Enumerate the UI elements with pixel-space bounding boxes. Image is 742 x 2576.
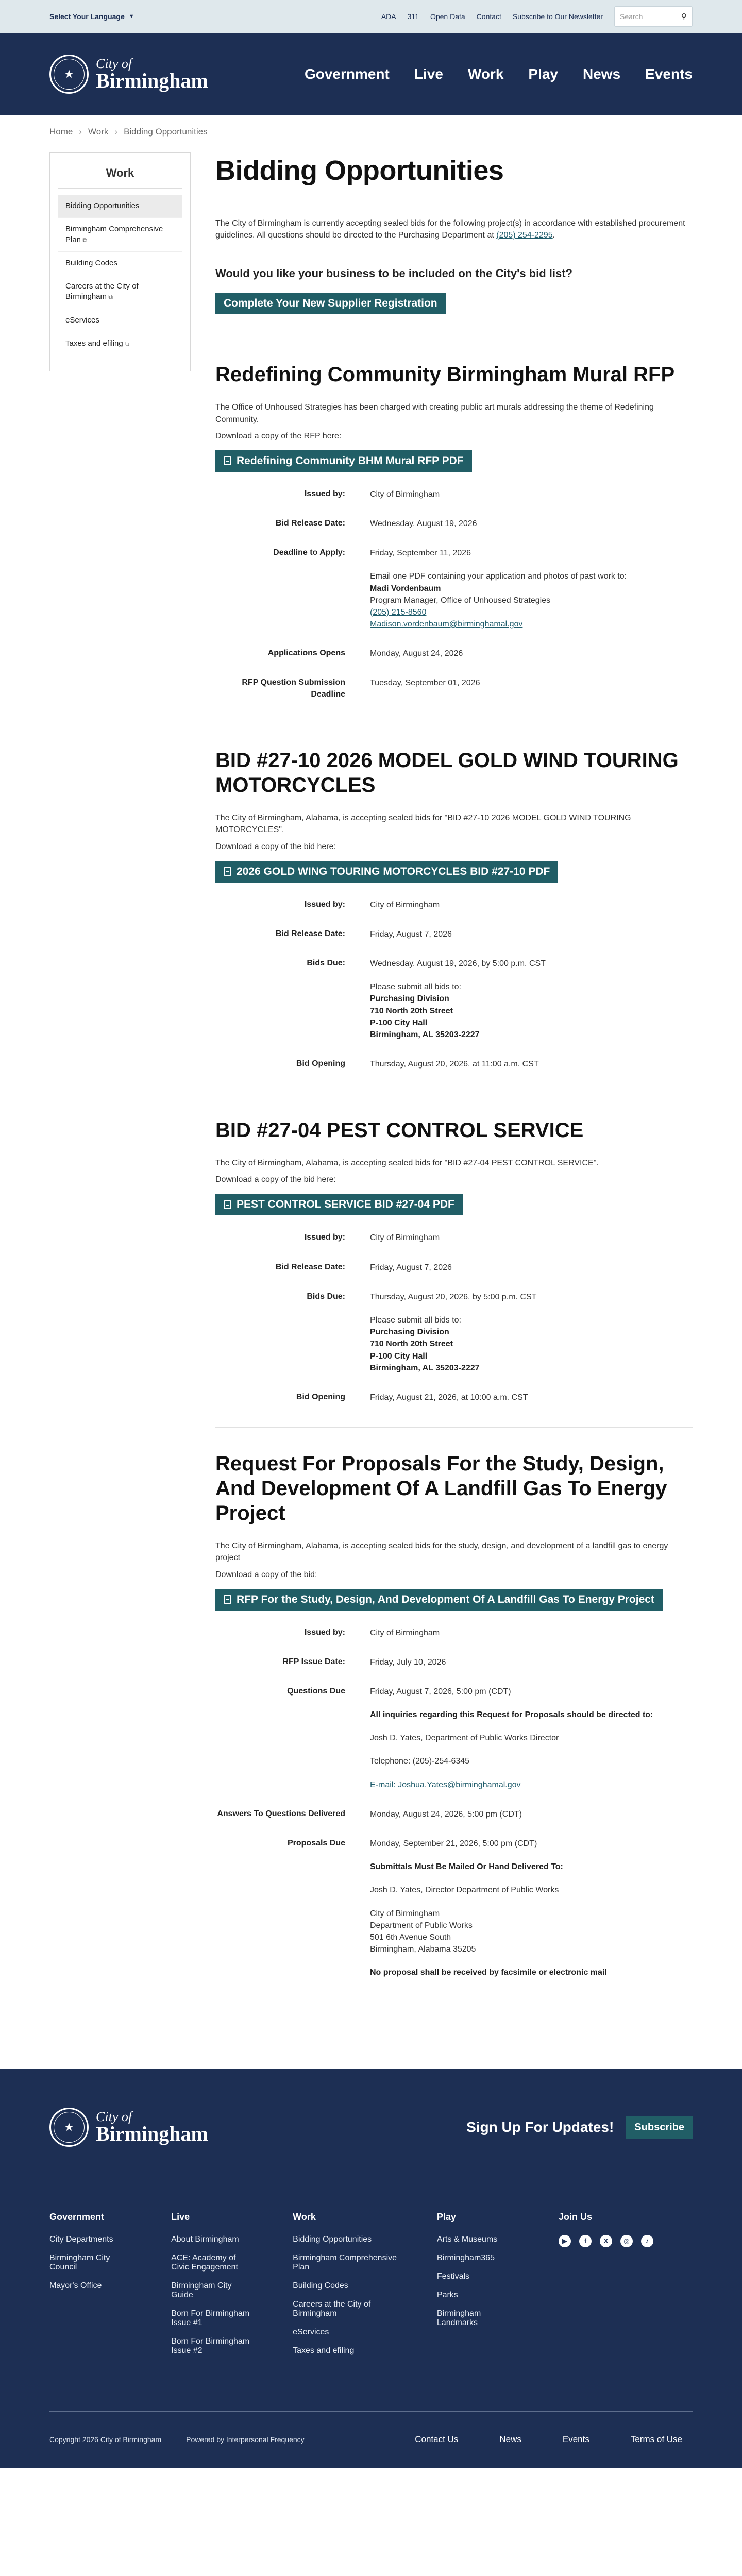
footer-link[interactable]: Arts & Museums [436,2234,498,2244]
detail-row [215,899,693,911]
detail-line: Department of Public Works [370,1921,473,1930]
detail-label: Issued by: [304,489,345,498]
purchasing-phone-link[interactable]: (205) 254-2295 [496,231,553,240]
download-label: Download a copy of the RFP here: [215,431,342,440]
detail-line-bold: No proposal shall be received by facsimile or electronic mail [370,1968,607,1977]
bid-title: Request For Proposals For the Study, Design, And Development Of A Landfill Gas To Energy Project [215,1452,667,1525]
detail-line: Monday, August 24, 2026, 5:00 pm (CDT) [370,1809,522,1819]
detail-label: RFP Issue Date: [282,1657,345,1666]
download-label: Download a copy of the bid here: [215,842,336,851]
bid-section [215,362,693,700]
detail-row [215,1291,693,1374]
tiktok-icon[interactable]: ♪ [641,2235,653,2247]
detail-row [215,1808,693,1820]
detail-line: Josh D. Yates, Department of Public Works Director [370,1734,559,1743]
detail-line-bold: Madi Vordenbaum [370,584,441,593]
bid-description: The Office of Unhoused Strategies has been charged with creating public art murals addressing the theme of Redefining Community. [215,403,654,424]
chevron-down-icon: ▼ [128,13,134,20]
detail-line-bold: Purchasing Division [370,994,449,1004]
detail-row [215,677,693,700]
bid-description: The City of Birmingham, Alabama, is accepting sealed bids for "BID #27-10 2026 MODEL GOLD WIND TOURING MOTORCYCLES". [215,814,631,835]
detail-line: Please submit all bids to: [370,1316,461,1325]
bid-title: BID #27-10 2026 MODEL GOLD WIND TOURING MOTORCYCLES [215,749,679,797]
detail-label: Bid Release Date: [275,1262,345,1272]
footer-link-contact[interactable]: Contact Us [415,2434,459,2445]
download-label: Download a copy of the bid here: [215,1175,336,1184]
copyright-text: Copyright 2026 City of Birmingham [49,2435,162,2444]
detail-link[interactable]: Madison.vordenbaum@birminghamal.gov [370,620,523,629]
bid-section [215,1451,693,1978]
detail-row [215,1838,693,1979]
detail-line: Telephone: (205)-254-6345 [370,1757,470,1766]
detail-line: Program Manager, Office of Unhoused Strategies [370,596,551,605]
detail-line: Friday, August 7, 2026 [370,929,452,939]
detail-value [370,1058,693,1070]
footer-link[interactable]: ACE: Academy of Civic Engagement [171,2253,238,2272]
sidebar-item-eservices[interactable] [58,309,182,332]
external-link-icon: ⧉ [123,340,129,347]
detail-label: Applications Opens [267,649,345,658]
footer-link[interactable]: Born For Birmingham Issue #2 [171,2336,250,2355]
detail-row [215,1262,693,1274]
sidebar-item-taxes-and-efiling[interactable] [58,332,182,355]
sidebar-item-careers-at-the-city-of-birmingham[interactable] [58,275,182,309]
footer-link[interactable]: eServices [293,2327,329,2336]
document-icon [224,867,231,876]
detail-line-bold: 710 North 20th Street [370,1006,453,1015]
footer-link[interactable]: City Departments [49,2234,113,2244]
bid-title: Redefining Community Birmingham Mural RFP [215,363,675,386]
bid-pdf-label: PEST CONTROL SERVICE BID #27-04 PDF [237,1198,454,1211]
detail-line-bold: P-100 City Hall [370,1018,428,1027]
detail-value [370,1838,693,1979]
detail-label: Questions Due [287,1686,345,1696]
detail-row [215,488,693,500]
footer-link[interactable]: Birmingham365 [436,2253,495,2262]
footer-link[interactable]: Birmingham Comprehensive Plan [293,2253,397,2272]
detail-line: Wednesday, August 19, 2026 [370,519,477,528]
detail-value [370,928,693,940]
detail-line-bold: All inquiries regarding this Request for Proposals should be directed to: [370,1710,653,1720]
detail-row [215,1686,693,1791]
footer-link[interactable]: Building Codes [293,2281,348,2290]
utility-link-contact[interactable]: Contact [476,12,501,21]
detail-line: Friday, July 10, 2026 [370,1657,446,1667]
detail-line: City of Birmingham [370,1909,440,1918]
nav-government[interactable]: Government [304,66,390,82]
footer-column-join-us [559,2212,653,2365]
detail-value [370,1232,693,1244]
detail-label: Bid Release Date: [275,929,345,938]
detail-value [370,1392,693,1403]
detail-line-bold: Birmingham, AL 35203-2227 [370,1030,480,1039]
detail-row [215,1058,693,1070]
detail-row [215,1656,693,1668]
detail-line-bold: P-100 City Hall [370,1351,428,1361]
detail-line: Friday, August 7, 2026, 5:00 pm (CDT) [370,1687,511,1696]
breadcrumb-home[interactable]: Home [49,127,73,137]
detail-value [370,1808,693,1820]
utility-links [381,6,693,27]
bid-section [215,1118,693,1403]
sidebar-item-label: Bidding Opportunities [65,201,140,210]
detail-line: Friday, August 7, 2026 [370,1263,452,1272]
city-seal-icon: ★ [49,55,89,94]
detail-line: City of Birmingham [370,1628,440,1637]
sidebar-title: Work [58,161,182,189]
x-icon[interactable]: X [600,2235,612,2247]
breadcrumb-separator: › [79,127,82,137]
detail-value [370,677,693,700]
detail-line: Email one PDF containing your application and photos of past work to: [370,572,627,581]
footer-link-terms[interactable]: Terms of Use [630,2434,682,2445]
spacer [370,1873,693,1884]
sidebar-item-label: Birmingham Comprehensive Plan [65,225,163,244]
detail-row [215,1392,693,1403]
detail-row [215,1627,693,1639]
site-logo[interactable] [49,55,208,94]
utility-link-newsletter[interactable]: Subscribe to Our Newsletter [512,12,603,21]
spacer [370,1698,693,1709]
detail-value [370,648,693,659]
sidebar-item-bidding-opportunities[interactable] [58,195,182,218]
detail-label: Deadline to Apply: [273,548,345,557]
detail-link[interactable]: (205) 215-8560 [370,607,427,617]
spacer [370,1721,693,1732]
detail-line: Tuesday, September 01, 2026 [370,679,480,688]
detail-label: Answers To Questions Delivered [217,1809,345,1818]
footer-column-title: Join Us [558,2211,592,2222]
footer-column-live [171,2212,254,2365]
detail-row [215,958,693,1041]
footer-column-government [49,2212,132,2365]
utility-link-open-data[interactable]: Open Data [430,12,465,21]
footer-link-events[interactable]: Events [562,2434,589,2445]
footer-logo[interactable] [49,2108,208,2147]
detail-line-bold: Birmingham, AL 35203-2227 [370,1363,480,1372]
signup-text: Sign Up For Updates! [466,2119,614,2136]
detail-value [370,1262,693,1274]
detail-line: Thursday, August 20, 2026, at 11:00 a.m. CST [370,1060,539,1069]
footer-link[interactable]: Born For Birmingham Issue #1 [171,2309,250,2327]
spacer [370,1850,693,1861]
detail-label: Proposals Due [287,1839,345,1848]
bid-pdf-label: Redefining Community BHM Mural RFP PDF [237,454,464,467]
search-placeholder: Search [620,12,643,21]
spacer [370,1744,693,1755]
footer-logo-line1: City of [96,2109,132,2125]
breadcrumb [0,115,742,148]
utility-link-311[interactable]: 311 [407,12,419,21]
bid-pdf-button[interactable] [215,450,472,472]
bid-pdf-button[interactable] [215,1589,663,1611]
detail-label: Bid Release Date: [275,518,345,528]
detail-line: Josh D. Yates, Director Department of Public Works [370,1886,559,1895]
detail-line: City of Birmingham [370,489,440,499]
subscribe-button[interactable]: Subscribe [626,2116,693,2139]
detail-value [370,1627,693,1639]
footer-link[interactable]: Festivals [436,2272,470,2281]
footer-link[interactable]: About Birmingham [171,2234,239,2244]
detail-label: Issued by: [304,900,345,909]
detail-row [215,648,693,659]
footer-link[interactable]: Careers at the City of Birmingham [293,2299,371,2318]
detail-label: RFP Question Submission Deadline [242,678,345,699]
footer-link[interactable]: Parks [436,2290,458,2299]
footer [0,2069,742,2468]
detail-value [370,899,693,911]
language-selector[interactable] [49,12,134,21]
footer-column-title: Live [171,2211,190,2222]
document-icon [224,1595,231,1604]
detail-value [370,518,693,530]
nav-news[interactable]: News [583,66,621,82]
detail-line-bold: 710 North 20th Street [370,1340,453,1349]
footer-link[interactable]: Mayor's Office [49,2281,102,2290]
nav-work[interactable]: Work [467,66,504,82]
detail-line: City of Birmingham [370,900,440,909]
city-seal-icon: ★ [49,2108,89,2147]
footer-column-play [437,2212,519,2365]
sidebar-item-label: Careers at the City of Birmingham [65,282,139,301]
social-icons [559,2235,653,2247]
instagram-icon[interactable]: ◎ [620,2235,633,2247]
sidebar-item-label: eServices [65,315,99,325]
bid-list-question: Would you like your business to be included on the City's bid list? [215,267,572,280]
detail-label: Bid Opening [296,1059,345,1069]
bid-section [215,748,693,1070]
bid-description: The City of Birmingham, Alabama, is accepting sealed bids for "BID #27-04 PEST CONTROL SERVICE". [215,1159,599,1168]
search-input[interactable] [614,6,693,27]
powered-by-text[interactable]: Powered by Interpersonal Frequency [186,2435,305,2444]
detail-value [370,1656,693,1668]
facebook-icon[interactable]: f [579,2235,592,2247]
spacer [370,1303,693,1314]
logo-line2: Birmingham [96,69,208,92]
nav-events[interactable]: Events [645,66,693,82]
nav-play[interactable]: Play [528,66,559,82]
nav-live[interactable]: Live [414,66,443,82]
breadcrumb-current: Bidding Opportunities [124,127,208,137]
breadcrumb-separator: › [114,127,118,137]
utility-link-ada[interactable]: ADA [381,12,396,21]
detail-value [370,488,693,500]
supplier-registration-button[interactable]: Complete Your New Supplier Registration [215,293,446,314]
footer-column-title: Play [436,2211,456,2222]
footer-column-title: Work [293,2211,316,2222]
sidebar-item-birmingham-comprehensive-plan[interactable] [58,218,182,252]
intro-text: The City of Birmingham is currently accepting sealed bids for the following project(s) in accordance with established procurement guidelines. All questions should be directed to the Purchasing Department at (205) 254-2295. [215,219,685,240]
detail-value [370,958,693,1041]
spacer [370,970,693,981]
utility-bar [0,0,742,33]
detail-line: Birmingham, Alabama 35205 [370,1945,476,1954]
sidebar-item-label: Building Codes [65,258,117,267]
detail-row [215,928,693,940]
detail-label: Bid Opening [296,1392,345,1401]
footer-link-news[interactable]: News [499,2434,521,2445]
detail-line-bold: Submittals Must Be Mailed Or Hand Delivered To: [370,1862,563,1872]
footer-link[interactable]: Birmingham City Guide [171,2281,232,2299]
logo-line1: City of [96,56,132,71]
detail-line: Wednesday, August 19, 2026, by 5:00 p.m. CST [370,959,546,968]
footer-column-title: Government [49,2211,105,2222]
page-title: Bidding Opportunities [215,155,504,186]
bid-pdf-label: 2026 GOLD WING TOURING MOTORCYCLES BID #27-10 PDF [237,865,550,877]
detail-label: Bids Due: [307,1292,345,1301]
bid-title: BID #27-04 PEST CONTROL SERVICE [215,1119,584,1142]
divider [215,1427,693,1428]
spacer [370,1955,693,1967]
detail-value [370,1291,693,1374]
download-label: Download a copy of the bid: [215,1570,317,1579]
bid-pdf-button[interactable] [215,1194,463,1215]
detail-line: 501 6th Avenue South [370,1933,451,1942]
sidebar-item-building-codes[interactable] [58,252,182,275]
language-label: Select Your Language [49,12,125,21]
detail-row [215,547,693,630]
footer-column-work [293,2212,398,2365]
detail-line: Monday, September 21, 2026, 5:00 pm (CDT) [370,1839,537,1849]
spacer [370,1896,693,1908]
external-link-icon: ⧉ [81,236,87,244]
detail-value [370,547,693,630]
document-icon [224,1200,231,1209]
youtube-icon[interactable]: ▶ [559,2235,571,2247]
main-content [215,148,693,2027]
detail-line-bold: Purchasing Division [370,1328,449,1337]
detail-label: Issued by: [304,1628,345,1637]
detail-line: Friday, August 21, 2026, at 10:00 a.m. CST [370,1393,528,1402]
detail-line: Thursday, August 20, 2026, by 5:00 p.m. CST [370,1292,537,1301]
detail-line: Friday, September 11, 2026 [370,549,471,558]
detail-line: Please submit all bids to: [370,982,461,992]
document-icon [224,456,231,465]
detail-link[interactable]: E-mail: Joshua.Yates@birminghamal.gov [370,1780,521,1789]
sidebar-item-label: Taxes and efiling [65,338,123,348]
main-navigation [0,33,742,115]
detail-value [370,1686,693,1791]
footer-logo-line2: Birmingham [96,2122,208,2146]
search-icon[interactable]: ⚲ [681,12,687,21]
footer-link[interactable]: Birmingham Landmarks [436,2309,481,2327]
footer-link[interactable]: Bidding Opportunities [293,2234,372,2244]
bid-pdf-label: RFP For the Study, Design, And Development Of A Landfill Gas To Energy Project [237,1593,654,1605]
detail-label: Bids Due: [307,958,345,968]
sidebar [49,152,191,371]
detail-row [215,1232,693,1244]
footer-link[interactable]: Taxes and efiling [293,2346,355,2355]
detail-line: City of Birmingham [370,1233,440,1243]
external-link-icon: ⧉ [107,293,113,301]
detail-line: Monday, August 24, 2026 [370,649,463,658]
footer-link[interactable]: Birmingham City Council [49,2253,110,2272]
bid-description: The City of Birmingham, Alabama, is accepting sealed bids for the study, design, and development of a landfill gas to energy project [215,1541,668,1563]
bid-pdf-button[interactable] [215,861,558,883]
breadcrumb-work[interactable]: Work [88,127,109,137]
detail-label: Issued by: [304,1233,345,1242]
spacer [370,559,693,570]
detail-row [215,518,693,530]
spacer [370,1768,693,1779]
